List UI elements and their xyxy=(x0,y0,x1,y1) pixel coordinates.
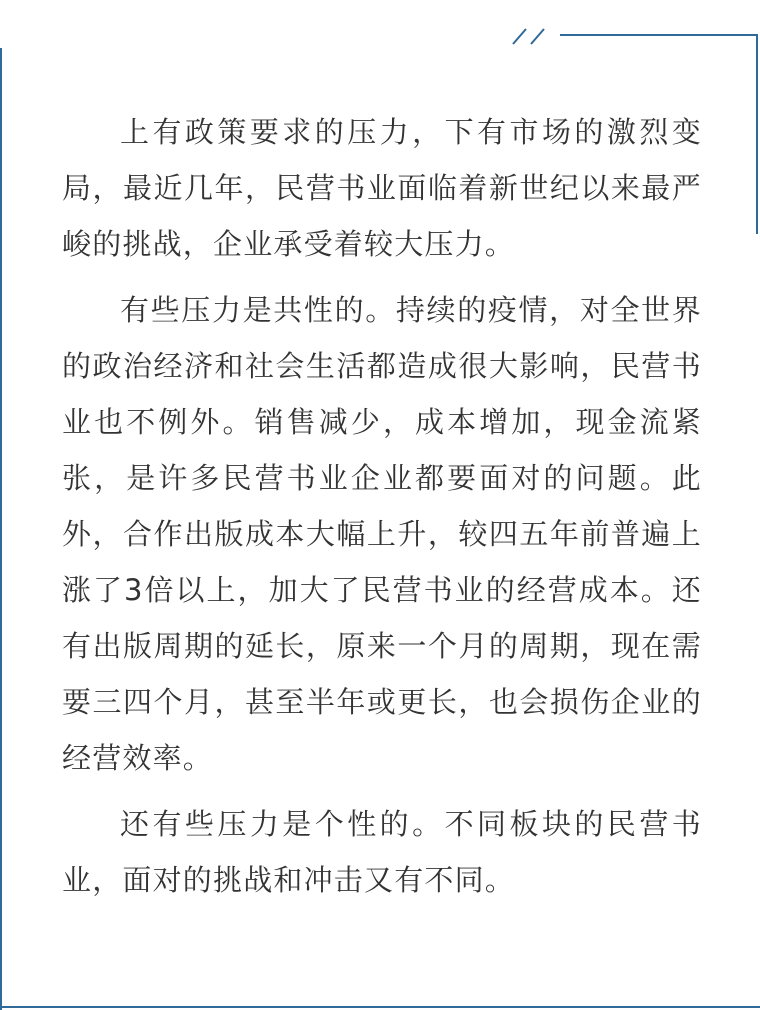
paragraph-3: 还有些压力是个性的。不同板块的民营书业，面对的挑战和冲击又有不同。 xyxy=(62,807,702,897)
article-body xyxy=(62,104,702,918)
paragraph-1: 上有政策要求的压力，下有市场的激烈变局，最近几年，民营书业面临着新世纪以来最严峻的挑战，企业承受着较大压力。 xyxy=(62,115,702,261)
frame-left-border xyxy=(0,48,2,1010)
frame-top-border xyxy=(560,34,758,36)
frame-bottom-border xyxy=(0,1006,760,1008)
frame-right-border xyxy=(756,34,758,234)
paragraph-2: 有些压力是共性的。持续的疫情，对全世界的政治经济和社会生活都造成很大影响，民营书业也不例外。销售减少，成本增加，现金流紧张，是许多民营书业企业都要面对的问题。此外，合作出版成本大幅上升，较四五年前普遍上涨了3倍以上，加大了民营书业的经营成本。还有出版周期的延长，原来一个月的周期，现在需要三四个月，甚至半年或更长，也会损伤企业的经营效率。 xyxy=(62,293,702,775)
double-slash-icon xyxy=(511,27,551,45)
